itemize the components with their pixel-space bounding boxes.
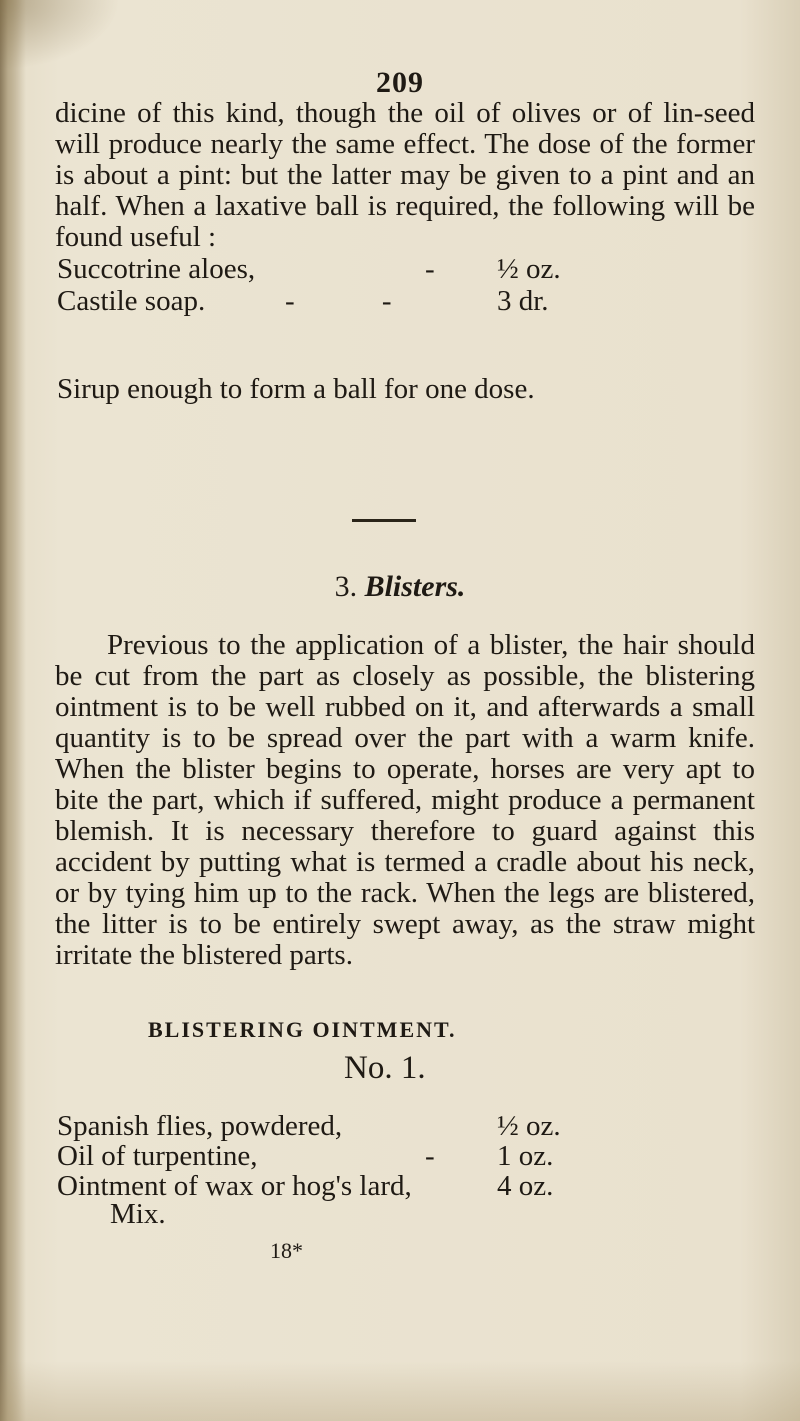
recipe-row — [57, 1170, 717, 1200]
ingredient-name: Spanish flies, powdered, — [57, 1110, 343, 1142]
recipe-row — [57, 285, 657, 315]
ingredient-name: Oil of turpentine, — [57, 1140, 258, 1172]
leader-dash: - — [425, 1140, 435, 1172]
ingredient-quantity: ½ oz. — [497, 253, 561, 285]
recipe-row — [57, 1110, 717, 1140]
section-heading — [0, 570, 800, 604]
gutter-shadow — [0, 0, 26, 1421]
signature-mark: 18* — [270, 1238, 303, 1263]
paper-stain — [0, 0, 120, 70]
ingredient-quantity: 4 oz. — [497, 1170, 554, 1202]
leader-dash: - - — [285, 285, 392, 317]
recipe-row — [57, 1140, 717, 1170]
page-number: 209 — [376, 66, 424, 99]
ingredient-quantity: 1 oz. — [497, 1140, 554, 1172]
ingredient-name: Castile soap. — [57, 285, 206, 317]
recipe-laxative-ball — [57, 253, 657, 317]
leader-dash: - — [425, 253, 435, 285]
ingredient-name: Ointment of wax or hog's lard, — [57, 1170, 412, 1202]
blisters-paragraph: Previous to the application of a blister, the hair should be cut from the part as closely as possible, the blistering ointment is to be well rubbed on it, and afterwards a small quantity is to be spread over the part with a warm knife. When the blister begins to operate, horses are very apt to bite the part, which if suffered, might produce a permanent blemish. It is necessary therefore to guard against this accident by putting what is termed a cradle about his neck, or by tying him up to the rack. When the legs are blistered, the litter is to be entirely swept away, as the straw might irritate the blistered parts. — [55, 629, 755, 971]
section-title: Blisters. — [364, 570, 466, 603]
recipe-blistering-ointment — [57, 1110, 717, 1200]
section-number: 3. — [334, 570, 358, 603]
continued-paragraph: dicine of this kind, though the oil of olives or of lin-seed will produce nearly the same effect. The dose of the former is about a pint: but the latter may be given to a pint and an half. When a laxative ball is required, the following will be found useful : — [55, 97, 755, 253]
paper-stain — [0, 1361, 800, 1421]
recipe-note: Mix. — [110, 1198, 166, 1230]
section-divider — [352, 519, 416, 522]
ingredient-quantity: 3 dr. — [497, 285, 549, 317]
recipe-note: Sirup enough to form a ball for one dose. — [57, 373, 535, 405]
recipe-number: No. 1. — [344, 1050, 426, 1086]
recipe-heading: BLISTERING OINTMENT. — [148, 1017, 457, 1042]
ingredient-quantity: ½ oz. — [497, 1110, 561, 1142]
recipe-row — [57, 253, 657, 283]
ingredient-name: Succotrine aloes, — [57, 253, 256, 285]
